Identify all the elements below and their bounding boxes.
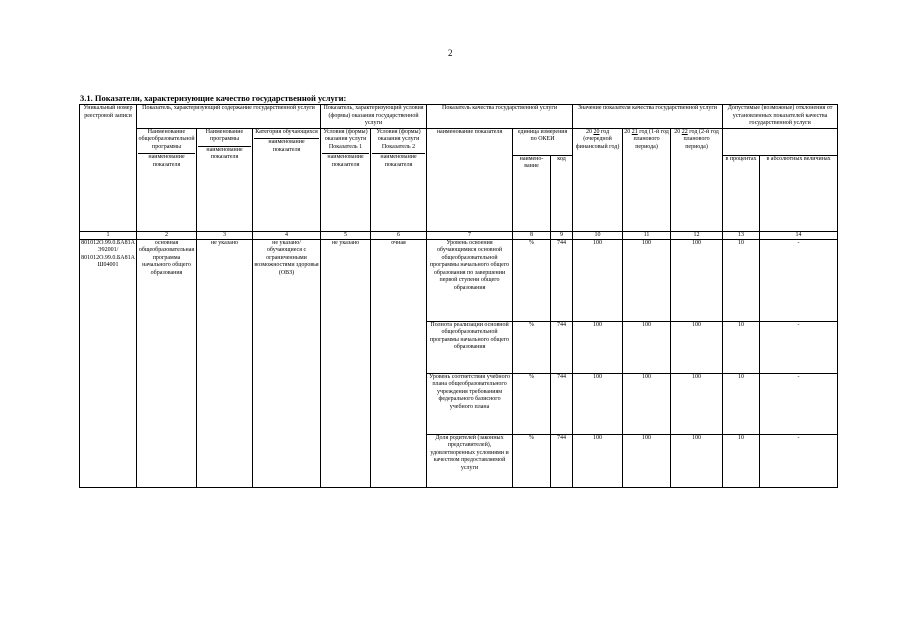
header-category: Категория обучающихся наименование показателя	[253, 128, 321, 231]
row-0-name: Уровень освоения обучающимися основной общеобразовательной программы начального общего образования по завершении первой ступени общего образования	[427, 239, 513, 321]
row-3-v2: 100	[623, 434, 671, 487]
header-year-1: 20 20 год (очередной финансовый год)	[573, 128, 623, 231]
header-absolute: в абсолютных величинах	[760, 155, 838, 231]
header-year-3: 20 22 год (2-й год планового периода)	[671, 128, 723, 231]
cell-unique-number: 801012О.99.0.БА81АЭ92001/ 801012О.99.0.БА81АШ04001	[80, 239, 137, 487]
section-title: 3.1. Показатели, характеризующие качество государственной услуги:	[80, 93, 347, 103]
column-number: 3	[197, 231, 253, 239]
row-2-v1: 100	[573, 373, 623, 434]
row-3-pct: 10	[723, 434, 760, 487]
row-0-abs: -	[760, 239, 838, 321]
page-number: 2	[448, 48, 453, 58]
row-3-name: Доля родителей (законных представителей), удовлетворенных условиями и качеством предоставляемой услуги	[427, 434, 513, 487]
column-number: 5	[321, 231, 371, 239]
cell-condition-2: очная	[371, 239, 427, 487]
row-1-v3: 100	[671, 321, 723, 373]
header-indicator-name: наименование показателя	[427, 128, 513, 231]
column-number: 1	[80, 231, 137, 239]
row-1-name: Полнота реализации основной общеобразовательной программы начального общего образования	[427, 321, 513, 373]
column-number: 10	[573, 231, 623, 239]
header-quality-group: Показатель качества государственной услуги	[427, 105, 573, 129]
column-number: 7	[427, 231, 513, 239]
column-number: 9	[551, 231, 573, 239]
row-0-pct: 10	[723, 239, 760, 321]
column-number: 13	[723, 231, 760, 239]
cell-programs: не указано	[197, 239, 253, 487]
column-number: 11	[623, 231, 671, 239]
header-condition-2: Условия (формы) оказания услуги Показатель 2 наименование показателя	[371, 128, 427, 231]
header-condition-1: Условия (формы) оказания услуги Показатель 1 наименование показателя	[321, 128, 371, 231]
header-program-name: Наименование общеобразовательной программы наименование показателя	[137, 128, 197, 231]
row-3-code: 744	[551, 434, 573, 487]
header-conditions-group: Показатель, характеризующий условия (формы) оказания государственной услуги	[321, 105, 427, 129]
row-0-unit: %	[513, 239, 551, 321]
row-2-abs: -	[760, 373, 838, 434]
column-number: 8	[513, 231, 551, 239]
header-unit-code: код	[551, 155, 573, 231]
header-percent: в процентах	[723, 155, 760, 231]
row-1-abs: -	[760, 321, 838, 373]
header-unit-name: наимено-вание	[513, 155, 551, 231]
cell-category: не указано/ обучающиеся с ограниченными возможностями здоровья (ОВЗ)	[253, 239, 321, 487]
row-1-pct: 10	[723, 321, 760, 373]
header-unit: единица измерения по ОКЕИ	[513, 128, 573, 155]
row-3-v1: 100	[573, 434, 623, 487]
column-number: 2	[137, 231, 197, 239]
row-2-pct: 10	[723, 373, 760, 434]
cell-condition-1: не указано	[321, 239, 371, 487]
column-number-row	[80, 231, 838, 239]
row-0-v2: 100	[623, 239, 671, 321]
row-1-unit: %	[513, 321, 551, 373]
row-3-v3: 100	[671, 434, 723, 487]
row-0-v1: 100	[573, 239, 623, 321]
row-0-code: 744	[551, 239, 573, 321]
header-deviation-spacer	[723, 128, 838, 155]
header-unique-number: Уникальный номер реестровой записи	[80, 105, 137, 232]
column-number: 4	[253, 231, 321, 239]
row-2-name: Уровень соответствия учебного плана общеобразовательного учреждения требованиям федерального базисного учебного плана	[427, 373, 513, 434]
row-1-code: 744	[551, 321, 573, 373]
quality-indicators-table	[79, 104, 838, 488]
row-3-unit: %	[513, 434, 551, 487]
row-1-v1: 100	[573, 321, 623, 373]
cell-program: основная общеобразовательная программа начального общего образования	[137, 239, 197, 487]
row-2-unit: %	[513, 373, 551, 434]
header-year-2: 20 21 год (1-й год планового периода)	[623, 128, 671, 231]
header-programs: Наименование программы наименование показателя	[197, 128, 253, 231]
column-number: 12	[671, 231, 723, 239]
row-1-v2: 100	[623, 321, 671, 373]
header-content-group: Показатель, характеризующий содержание государственной услуги	[137, 105, 321, 129]
header-values-group: Значение показателя качества государственной услуги	[573, 105, 723, 129]
row-2-v2: 100	[623, 373, 671, 434]
column-number: 14	[760, 231, 838, 239]
column-number: 6	[371, 231, 427, 239]
header-deviation-group: Допустимые (возможные) отклонения от установленных показателей качества государственной услуги	[723, 105, 838, 129]
row-3-abs: -	[760, 434, 838, 487]
row-0-v3: 100	[671, 239, 723, 321]
row-2-code: 744	[551, 373, 573, 434]
row-2-v3: 100	[671, 373, 723, 434]
